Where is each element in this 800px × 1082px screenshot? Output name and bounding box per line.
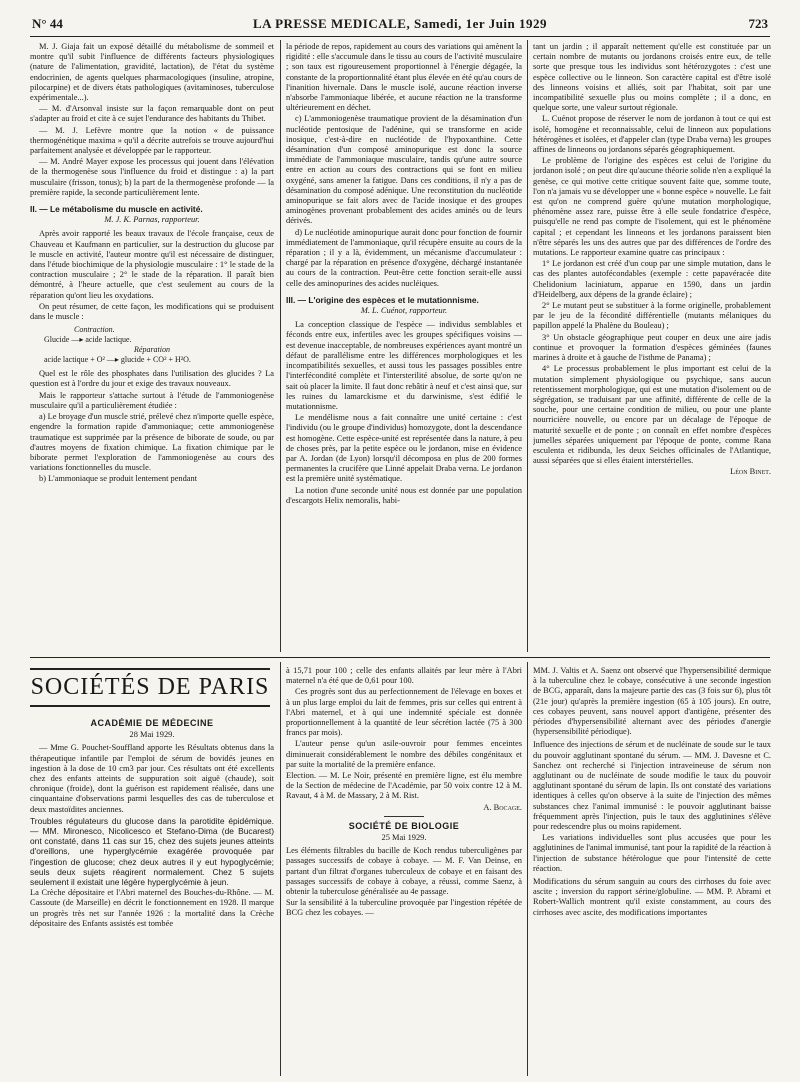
column-2	[286, 42, 522, 654]
paragraph: 1° Le jordanon est créé d'un coup par une simple mutation, dans le cas des plantes autofécondables (exemple : cette papavéracée dite Chelidonium laciniatum, apparue en 1590, dans un jardin d'Heidelberg, aux dépens de la grande éclaire) ;	[533, 259, 771, 299]
paragraph: — M. J. Lefèvre montre que la notion « de puissance thermogénétique maxima » qu'il a décrite autrefois se trouve aujourd'hui parfaitement analysée et développée par le rapporteur.	[30, 125, 274, 156]
paragraph: — Mme G. Pouchet-Souffland apporte les Résultats obtenus dans la thérapeutique infantile par l'emploi de sérum de bovidés jeunes en ingestion à la dose de 10 cm3 par jour. Ces résultats ont été excellents chez des enfants atteints de suppuration soit aiguë (chaude), soit chronique (froide), dont la guérison est rapidement réalisée, dans une cinquantaine d'observations parmi lesquelles des cas de tuberculose et deux mastoïdites anciennes.	[30, 743, 274, 814]
paragraph: Après avoir rapporté les beaux travaux de l'école française, ceux de Chauveau et Kaufmann en particulier, sur la destruction du glucose par le muscle en activité, l'auteur montre qu'il est nécessaire de distinguer, dans l'étude biochimique de la physiologie musculaire : 1° le stade de la contraction musculaire ; 2° le stade de la réparation. Il paraît bien démontré, à l'heure actuelle, que c'est seulement au cours de la réparation qu'ont lieu les oxydations.	[30, 229, 274, 300]
column-6	[533, 666, 771, 1078]
paragraph: Modifications du sérum sanguin au cours des cirrhoses du foie avec ascite ; inversion du rapport sérine/globuline. — MM. P. Abrami et Robert-Wallich montrent qu'il existe constamment, au cours des cirrhoses avec ascite, des modifications importantes	[533, 877, 771, 917]
paragraph: Troubles régulateurs du glucose dans la parotidite épidémique. — MM. Mironesco, Nicolicesco et Stefano-Dima (de Bucarest) ont constaté, dans 11 cas sur 15, chez des sujets jeunes atteints d'oreillons, une hyperglycémie exagérée provoquée par l'ingestion de glucose; chez deux autres il y eut hypoglycémie; seuls deux sujets réagirent normalement. Chez 5 sujets seulement il existait une légère hyperglycémie à jeun.	[30, 815, 274, 888]
column-3	[533, 42, 771, 654]
section-heading: II. — Le métabolisme du muscle en activité.	[30, 204, 203, 215]
paragraph: Sur la sensibilité à la tuberculine provoquée par l'ingestion répétée de BCG chez les cobayes. —	[286, 898, 522, 918]
paragraph: Election. — M. Le Noir, présenté en première ligne, est élu membre de la Section de médecine de l'Académie, par 50 voix contre 12 à M. Ravaut, 4 à M. de Massary, 2 à M. Rist.	[286, 771, 522, 801]
paragraph: Influence des injections de sérum et de nucléinate de soude sur le taux du pouvoir agglutinant spontané du sérum. — MM. J. Davesne et C. Sanchez ont recherché si l'injection intraveineuse de sérum non agglutinant ou de nucléinate de soude modifie le taux du pouvoir agglutinant spontané du sérum de lapin. Ils ont constaté des variations identiques à celles qu'on observe à la suite de l'injection des mêmes substances chez l'animal immunisé : le pouvoir agglutinant baisse fréquemment après l'injection, puis le taux des agglutinines s'élève pour redescendre plus ou moins rapidement.	[533, 740, 771, 832]
paragraph: a) Le broyage d'un muscle strié, prélevé chez n'importe quelle espèce, engendre la formation rapide d'ammoniaque; cette ammoniogenèse traumatique est supprimée par la présence de biborate de soude, ou par d'autres moyens de fixation chimique. La fixation chimique par le biborate permet l'exploration de l'ammoniogenèse au cours des variations fonctionnelles du muscle.	[30, 412, 274, 473]
paragraph: Mais le rapporteur s'attache surtout à l'étude de l'ammoniogenèse musculaire qu'il a particulièrement étudiée :	[30, 390, 274, 410]
paragraph: Ces progrès sont dus au perfectionnement de l'élevage en boxes et à un plus large emploi du lait de femmes, pris sur celles qui entrent à l'Abri maternel, et à qui une indemnité spéciale est donnée proportionnellement à la quantité de leur sécrétion lactée (75 à 300 francs par mois).	[286, 687, 522, 738]
paragraph: Les éléments filtrables du bacille de Koch rendus tuberculigènes par passages successifs de cobaye à cobaye. — M. F. Van Deinse, en partant d'un filtrat d'organes tuberculeux de cobaye et en faisant des passages successifs de cobaye à cobaye, a réussi, comme Saenz, à obtenir la tuberculose généralisée au 4e passage.	[286, 846, 522, 897]
chemical-formula	[30, 325, 274, 365]
academie-date: 28 Mai 1929.	[129, 730, 175, 740]
paragraph: à 15,71 pour 100 ; celle des enfants allaités par leur mère à l'Abri maternel n'a été que de 0,61 pour 100.	[286, 666, 522, 686]
column-divider	[280, 40, 281, 652]
column-5	[286, 666, 522, 1078]
section-author: M. L. Cuénot, rapporteur.	[360, 306, 448, 316]
page-number: 723	[748, 16, 768, 31]
paragraph: la période de repos, rapidement au cours des variations qui amènent la rigidité : elle s'accumule dans le tissu au cours de l'activité musculaire ; son taux est rigoureusement proportionnel à l'énergie dégagée, la constante de la proportionnalité étant plus élevée en été qu'au cours de l'inanition hivernale. Dans le muscle isolé, aucune réaction inverse n'absorbe l'ammoniaque libérée, et aucune réaction ne la transforme ultérieurement en déchet.	[286, 42, 522, 113]
formula-label: Réparation	[134, 345, 170, 355]
paragraph: 2° Le mutant peut se substituer à la forme originelle, probablement par le jeu de la fécondité différentielle (mutants mélaniques du papillon appelé la Phalène du Bouleau) ;	[533, 301, 771, 331]
societes-heading: SOCIÉTÉS DE PARIS	[30, 668, 270, 707]
issue-number: N° 44	[32, 16, 63, 31]
divider	[384, 816, 424, 817]
signature: A. Bocage.	[483, 802, 522, 812]
column-divider	[280, 662, 281, 1076]
section-author: M. J. K. Parnas, rapporteur.	[104, 215, 200, 225]
paragraph: L'auteur pense qu'un asile-ouvroir pour femmes enceintes diminuerait considérablement le nombre des débiles congénitaux et par suite la mortalité de la première enfance.	[286, 739, 522, 769]
signature: Léon Binet.	[730, 467, 771, 477]
paragraph: Le problème de l'origine des espèces est celui de l'origine du jordanon isolé ; on peut dire qu'aucune théorie solide n'en a expliqué la genèse, ce qui motive cette critique souvent faite que, somme toute, l'on n'a jamais vu se développer une « bonne espèce » nouvelle. Le fait est qu'on ne comprend guère qu'une mutation morphologique, phénomène assez rare, puisse être à elle seule fondatrice d'espèce, puisqu'elle ne rend pas compte de l'isolement, qui est le phénomène capital ; et cependant les linneons et les jordanons paraissent bien n'être séparés les uns des autres que par des différences de l'ordre des mutations. Le rapporteur examine quatre cas principaux :	[533, 156, 771, 258]
paragraph: M. J. Giaja fait un exposé détaillé du métabolisme de sommeil et montre qu'il subit l'influence de différents facteurs physiologiques (nature de l'alimentation, gravidité, lactation), de l'état du système endocrinien, de agents quelques pharmacologiques (insuline, atropine, pilocarpine) et de divers états pathologiques (avitaminoses, tuberculose expérimentale...).	[30, 42, 274, 103]
paragraph: b) L'ammoniaque se produit lentement pendant	[39, 474, 198, 484]
paragraph: MM. J. Valtis et A. Saenz ont observé que l'hypersensibilité dermique à la tuberculine chez le cobaye, consécutive à une seconde ingestion de BCG, apparaît, dans la majeure partie des cas (3 fois sur 6), plus tôt (21e jour) qu'après la première ingestion (65 à 105 jours). En outre, ces cobayes peuvent, sans nouvel apport d'antigène, présenter des périodes d'hypersensibilité alternant avec des périodes d'anergie (hypersensibilité périodique).	[533, 666, 771, 737]
section-heading: III. — L'origine des espèces et le mutationnisme.	[286, 294, 479, 305]
paragraph: On peut résumer, de cette façon, les modifications qui se produisent dans le muscle :	[30, 301, 274, 322]
academie-heading: ACADÉMIE DE MÉDECINE	[90, 718, 214, 728]
paragraph: Le mendélisme nous a fait connaître une unité certaine : c'est l'individu (ou le groupe d'individus) homozygote, dont la descendance est homogène. Cette espèce-unité est représentée dans la nature, à peu de choses près, par la petite espèce ou le jordanon, mise en évidence par A. Jordan (de Lyon) lorsqu'il décomposa en plus de 200 formes permanentes la crucifère que Linné appelait Draba verna. Le jordanon est la première unité systématique.	[286, 413, 522, 484]
biologie-heading: SOCIÉTÉ DE BIOLOGIE	[348, 820, 460, 831]
formula-line: acide lactique + O² —▸ glucide + CO² + H²O.	[44, 355, 191, 365]
paragraph: — M. d'Arsonval insiste sur la façon remarquable dont on peut s'adapter au froid et cite à ce sujet l'endurance des habitants du Thibet.	[30, 104, 274, 124]
paragraph: c) L'ammoniogenèse traumatique provient de la désamination d'un nucléotide pentosique de l'adénine, qui se transforme en acide inosique, c'est-à-dire en nucléotide de l'hypoxanthine. Cette désamination d'un composé aminopurique est donc la source immédiate de l'ammoniaque musculaire, tandis qu'une autre source entre en action au cours des contractions qui se font en milieu oxygéné, sans amener la fatigue. Dans ces conditions, il n'y a pas de désamination du composé adénique. Une reconstitution du nucléotide aminopurique se fait alors avec de l'acide inosique et des groupes aminogènes provenant probablement des acides aminés ou de leurs dérivés.	[286, 114, 522, 226]
section-divider	[30, 657, 770, 658]
column-1	[30, 42, 274, 654]
page-header	[30, 14, 770, 37]
paragraph: d) Le nucléotide aminopurique aurait donc pour fonction de fournir immédiatement de l'ammoniaque, qu'il récupère ensuite au cours de la réparation ; il y a là, évidemment, un mécanisme d'accumulateur : chargé par la réparation en présence d'oxygène, déchargé instantanée au cours de la contraction. Peut-être cette fonction serait-elle aussi celle des aminopurines des acides nucléiques.	[286, 227, 522, 288]
column-divider	[527, 662, 528, 1076]
column-4	[30, 718, 274, 1078]
paragraph: L. Cuénot propose de réserver le nom de jordanon à tout ce qui est isolé, homogène et reconnaissable, celui de linneon aux populations hétérogènes et isolées, et d'appeler clan (type Draba verna) les groupes affines de linneons ou jordanons séparés géographiquement.	[533, 114, 771, 155]
masthead-title: LA PRESSE MEDICALE, Samedi, 1er Juin 1929	[252, 16, 548, 31]
paragraph: Quel est le rôle des phosphates dans l'utilisation des glucides ? La question est à l'ordre du jour et exige des travaux nouveaux.	[30, 369, 274, 389]
column-divider	[527, 40, 528, 652]
paragraph: La Crèche dépositaire et l'Abri maternel des Bouches-du-Rhône. — M. Cassoute (de Marseille) en décrit le fonctionnement en 1928. Il marque un progrès très net sur l'année 1926 : la mortalité dans la Crèche dépositaire des Enfants assistés est tombée	[30, 888, 274, 928]
paragraph: — M. André Mayer expose les processus qui jouent dans l'élévation de la thermogenèse sous l'influence du froid et distingue : a) la part musculaire (frisson, tonus); b) la part de la thermogenèse profonde — la première rapide, la seconde particulièrement lente.	[30, 157, 274, 197]
paragraph: 3° Un obstacle géographique peut couper en deux une aire jadis continue et provoquer la formation d'espèces géminées (faunes marines à droite et à gauche de l'isthme de Panama) ;	[533, 332, 771, 363]
paragraph: La notion d'une seconde unité nous est donnée par une population d'escargots Helix nemoralis, habi-	[286, 485, 522, 505]
formula-label: Contraction.	[74, 325, 115, 335]
paragraph: Les variations individuelles sont plus accusées que pour les agglutinines de l'animal immunisé, tant pour la rapidité de la réaction à l'injection de substance hétérologue que pour l'intensité de cette réaction.	[533, 833, 771, 873]
paragraph: 4° Le processus probablement le plus important est celui de la mutation simplement physiologique ou psychique, sans aucun retentissement morphologique, qui est une mutation d'isolement ou de ségrégation, se traduisant par une affinité, différente de celle de la souche, pour une certaine condition de milieu, ou pour une plante nourricière nouvelle, ou encore par un décalage de l'époque de maturité sexuelle et de ponte ; on connaît en effet nombre d'espèces jumelles séparées uniquement par l'époque de ponte, comme Rana esculenta et ridibunda, les deux Seiches officinales de l'Atlantique, aussi séparées que si elles étaient interstérielles.	[533, 364, 771, 466]
formula-line: Glucide —▸ acide lactique.	[44, 335, 132, 345]
paragraph: tant un jardin ; il apparaît nettement qu'elle est constituée par un certain nombre de mutants ou jordanons croisés entre eux, de telle sorte que presque tous les individus sont hétérozygotes : c'est une espèce collective ou le linneon. Son caractère capital est d'être isolé des linneons voisins et alliés, soit par l'habitat, soit par une incompatibilité sexuelle plus ou moins complète ; il a donc, en quelque sorte, une valeur surtout régionale.	[533, 42, 771, 113]
paragraph: La conception classique de l'espèce — individus semblables et féconds entre eux, infertiles avec les groupes spécifiques voisins — est devenue inacceptable, de nombreuses expériences ayant montré un défaut de parallélisme entre les différences morphologiques et les incompatibilités sexuelles, et aussi tous les passages possibles entre l'interfécondité complète et l'intersterilité absolue, de sorte qu'on ne sait où placer la limite. Il faut donc rebâtir à neuf et c'est ainsi que, sur les ruines du lamarckisme et du darwinisme, s'est édifié le mutationnisme.	[286, 320, 522, 411]
biologie-date: 25 Mai 1929.	[381, 833, 427, 843]
